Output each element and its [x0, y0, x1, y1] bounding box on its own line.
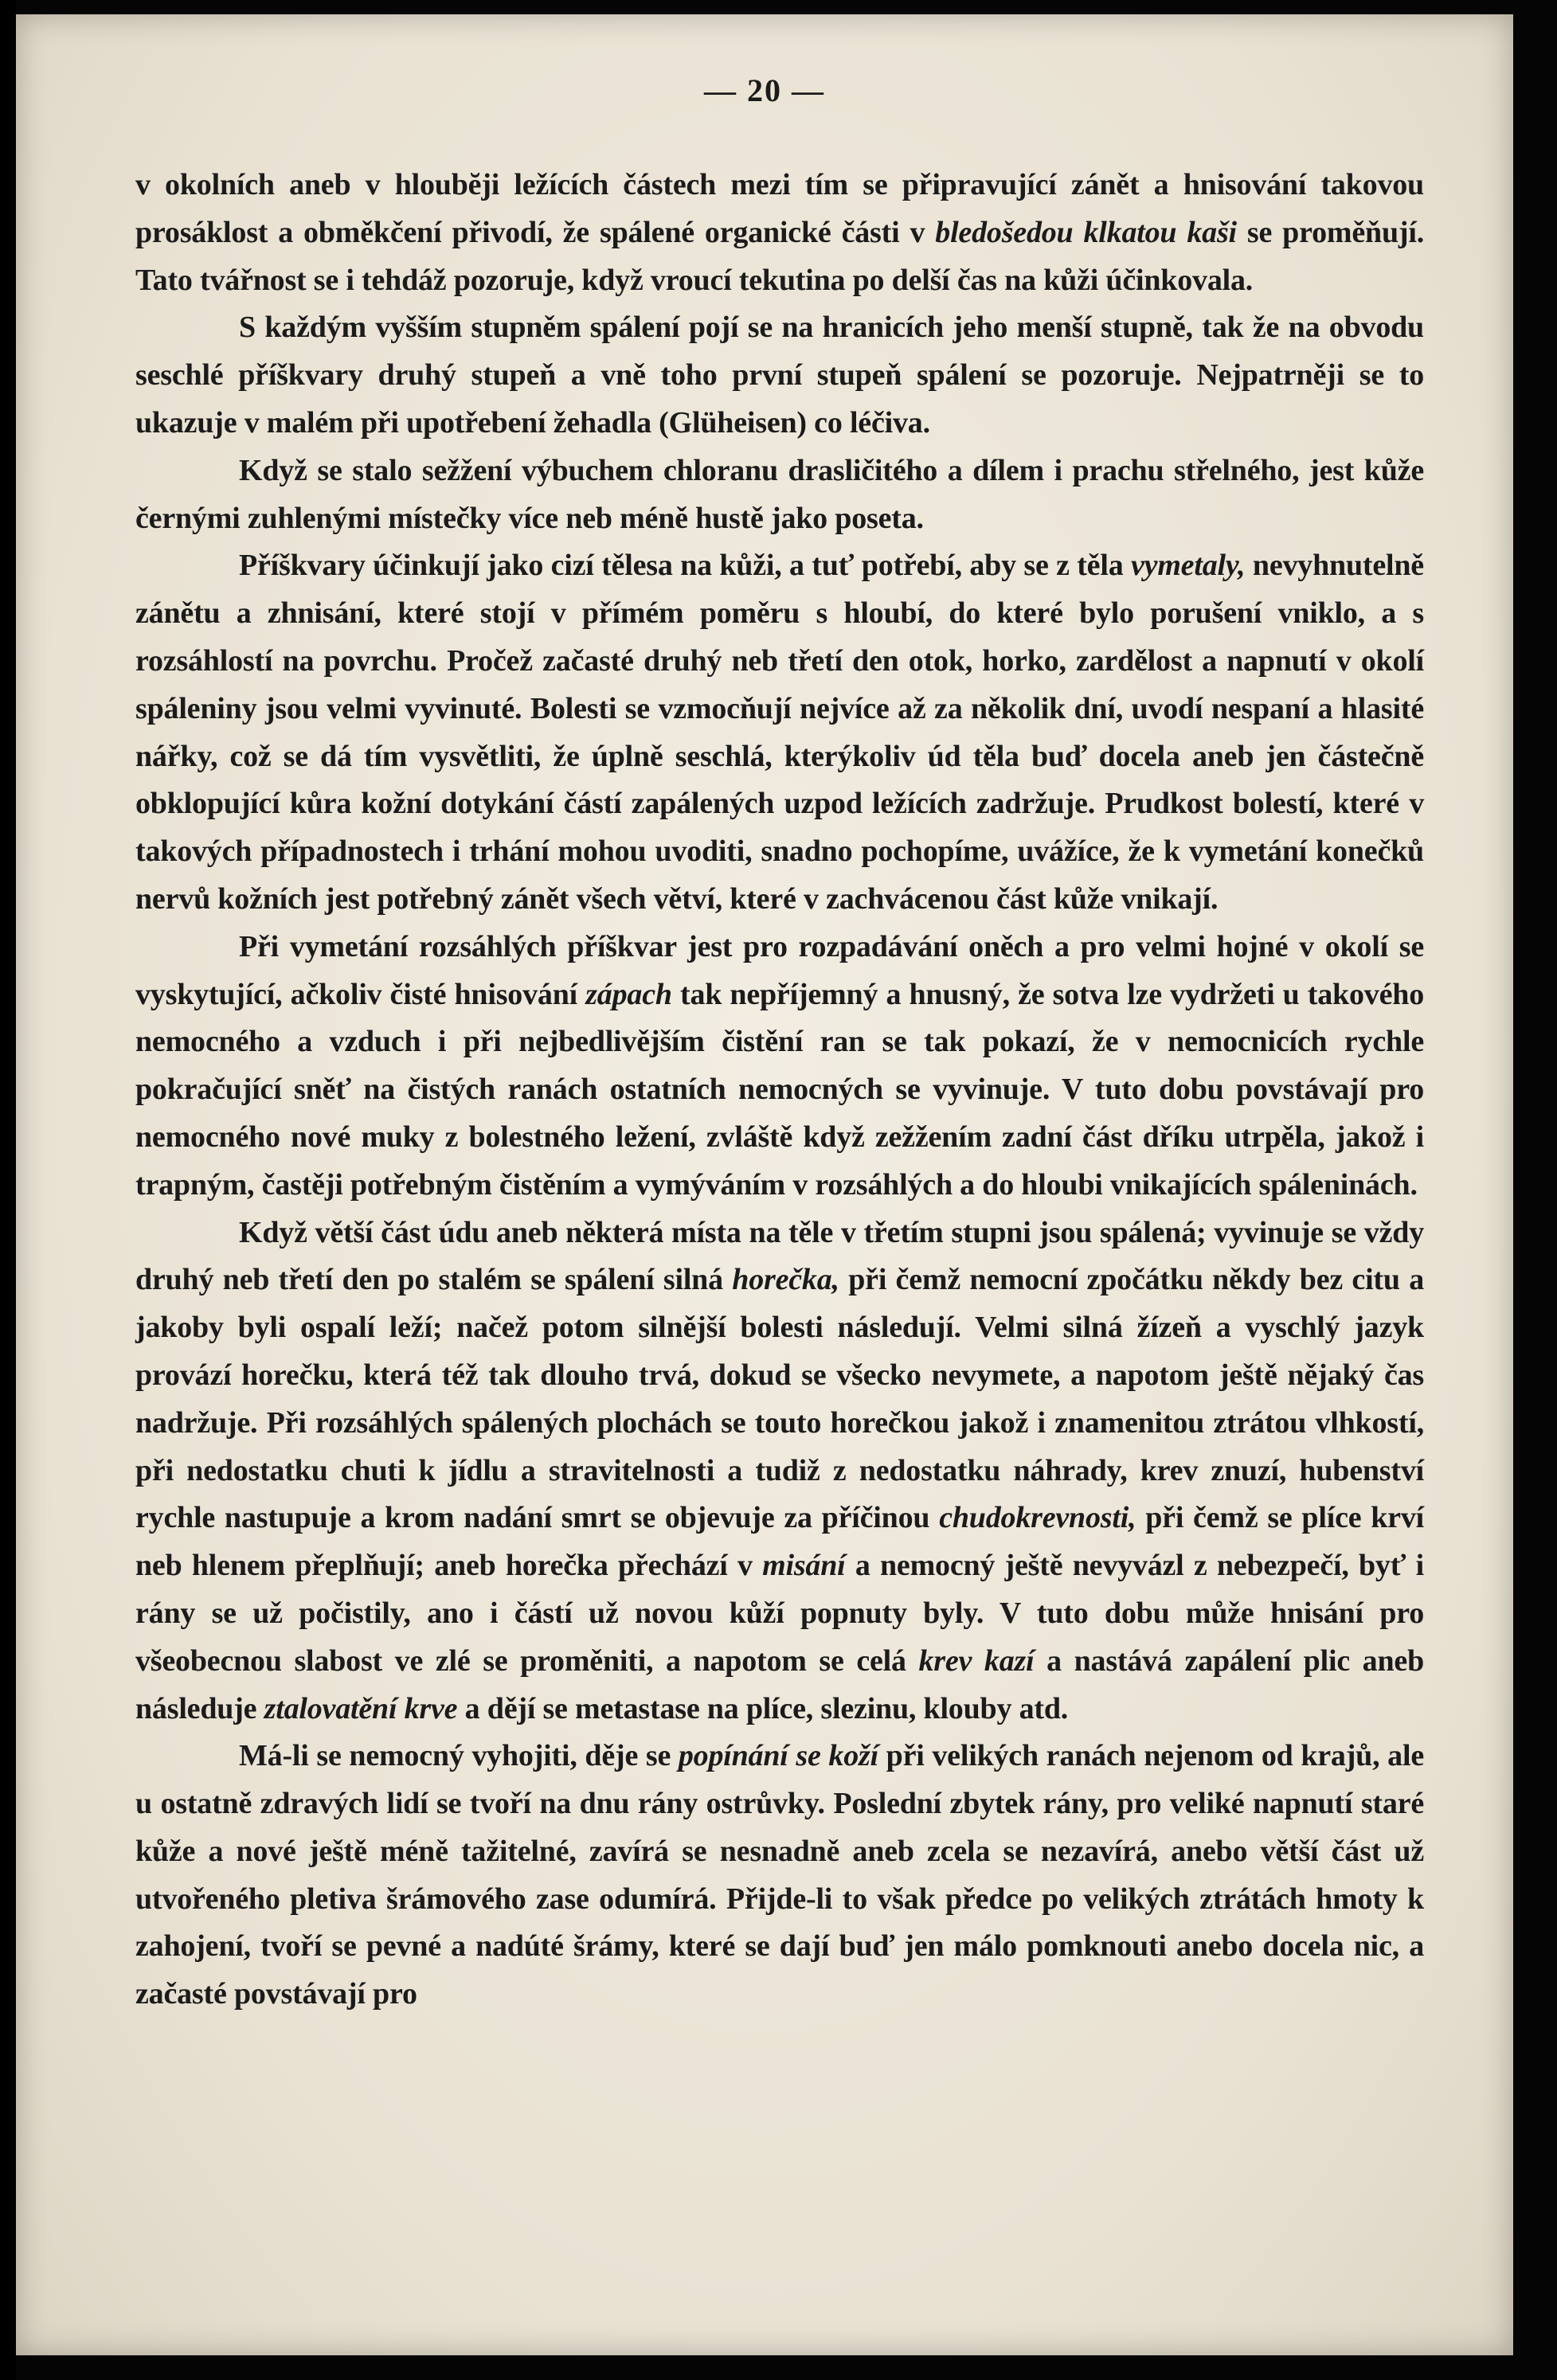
- paragraph: [135, 924, 1424, 1210]
- text-run: v okolních aneb v hloubĕji ležících částech mezi tím se připravující zánět a hnisování takovou prosáklost a obměkčení přivodí, že spálené organické části v: [135, 168, 1424, 249]
- paragraph: [135, 542, 1424, 923]
- text-run: Má-li se nemocný vyhojiti, děje se: [239, 1739, 679, 1773]
- emphasized-term: vymetaly,: [1130, 549, 1246, 583]
- paragraph: [135, 447, 1424, 543]
- emphasized-term: popínání se koží: [678, 1739, 878, 1773]
- text-run: Když se stalo sežžení výbuchem chloranu drasličitého a dílem i prachu střelného, jest kůže černými zuhlenými místečky více neb méně hustě jako poseta.: [135, 453, 1424, 535]
- text-run: Příškvary účinkují jako cizí tělesa na kůži, a tuť potřebí, aby se z těla: [239, 549, 1131, 583]
- text-run: a nemocný ještě nevyvázl z nebezpečí, byť i rány se už počistily, ano i částí už novou kůží popnuty byly. V tuto dobu může hnisání pro všeobecnou slabost ve zlé se proměniti, a napotom se celá: [135, 1549, 1424, 1678]
- text-run: se proměňují. Tato tvářnost se i tehdáž pozoruje, když vroucí tekutina po delší čas na kůži účinkovala.: [135, 215, 1424, 297]
- text-run: tak nepříjemný a hnusný, že sotva lze vydržeti u takového nemocného a vzduch i při nejbedlivějším čistění ran se tak pokazí, že v nemocnicích rychle pokračující sněť na čistých ranách ostatních nemocných se vyvinuje. V tuto dobu povstávají pro nemocného nové muky z bolestného ležení, zvláště když zežžením zadní část dříku utrpěla, jakož i trapným, častěji potřebným čistěním a vymýváním v rozsáhlých a do hloubi vnikajících spáleninách.: [135, 977, 1424, 1202]
- emphasized-term: krev kazí: [918, 1643, 1035, 1678]
- emphasized-term: horečka,: [732, 1263, 839, 1297]
- paragraph: [135, 1210, 1424, 1733]
- text-run: Při vymetání rozsáhlých příškvar jest pro rozpadávání oněch a pro velmi hojné v okolí se vyskytující, ačkoliv čisté hnisování: [135, 929, 1424, 1011]
- text-run: při velikých ranách nejenom od krajů, ale u ostatně zdravých lidí se tvoří na dnu rány ostrůvky. Poslední zbytek rány, pro veliké napnutí staré kůže a nové ještě méně tažitelné, zavírá se nesnadně aneb zcela se nezavírá, anebo větší část už utvořeného pletiva šrámového zase odumírá. Přijde-li to však předce po velikých ztrátách hmoty k zahojení, tvoří se pevné a nadúté šrámy, které se dají buď jen málo pomknouti anebo docela nic, a začasté povstávají pro: [135, 1739, 1424, 2011]
- emphasized-term: bledošedou klkatou kaši: [935, 215, 1237, 249]
- text-run: Když větší část údu aneb některá místa na těle v třetím stupni jsou spálená; vyvinuje se vždy druhý neb třetí den po stalém se spálení silná: [135, 1215, 1424, 1297]
- text-run: při čemž se plíce krví neb hlenem přeplňují; aneb horečka přechází v: [135, 1501, 1425, 1583]
- emphasized-term: chudokrevnosti,: [939, 1501, 1136, 1535]
- text-run: při čemž nemocní zpočátku někdy bez citu a jakoby byli ospalí leží; načež potom silnější bolesti následují. Velmi silná žízeň a vyschlý jazyk provází horečku, která též tak dlouho trvá, dokud se všecko nevymete, a napotom ještě nějaký čas nadržuje. Při rozsáhlých spálených plochách se touto horečkou jakož i znamenitou ztrátou vlhkostí, při nedostatku chuti k jídlu a stravitelnosti a tudiž z nedostatku náhrady, krev znuzí, hubenství rychle nastupuje a krom nadání smrt se objevuje za příčinou: [135, 1263, 1424, 1535]
- text-run: nevyhnutelně zánětu a zhnisání, které stojí v přímém poměru s hloubí, do které bylo porušení vniklo, a s rozsáhlostí na povrchu. Pročež začasté druhý neb třetí den otok, horko, zardělost a napnutí v okolí spáleniny jsou velmi vyvinuté. Bolesti se vzmocňují nejvíce až za několik dní, uvodí nespaní a hlasité nářky, což se dá tím vysvětliti, že úplně seschlá, kterýkoliv úd těla buď docela aneb jen částečně obklopující kůra kožní dotykání částí zapálených uzpod ležících zadržuje. Prudkost bolestí, které v takových případnostech i trhání mohou uvoditi, snadno pochopíme, uvážíce, že k vymetání konečků nervů kožních jest potřebný zánět všech větví, které v zachvácenou část kůže vnikají.: [135, 549, 1424, 916]
- paragraph: [135, 162, 1424, 304]
- body-text: [135, 162, 1424, 2019]
- text-run: S každým vyšším stupněm spálení pojí se na hranicích jeho menší stupně, tak že na obvodu seschlé příškvary druhý stupeň a vně toho první stupeň spálení se pozoruje. Nejpatrněji se to ukazuje v malém při upotřebení žehadla (Glüheisen) co léčiva.: [135, 311, 1424, 440]
- scan-border-left: [0, 0, 16, 2380]
- book-page: [16, 14, 1513, 2355]
- emphasized-term: misání: [762, 1549, 846, 1583]
- paragraph: [135, 304, 1424, 447]
- scan-border-right: [1513, 0, 1557, 2380]
- emphasized-term: zápach: [585, 977, 672, 1011]
- text-run: a nastává zapálení plic aneb následuje: [135, 1643, 1424, 1725]
- emphasized-term: ztalovatění krve: [264, 1691, 458, 1725]
- page-number: — 20 —: [704, 72, 825, 108]
- text-run: a dějí se metastase na plíce, slezinu, klouby atd.: [457, 1691, 1069, 1725]
- paragraph: [135, 1733, 1424, 2019]
